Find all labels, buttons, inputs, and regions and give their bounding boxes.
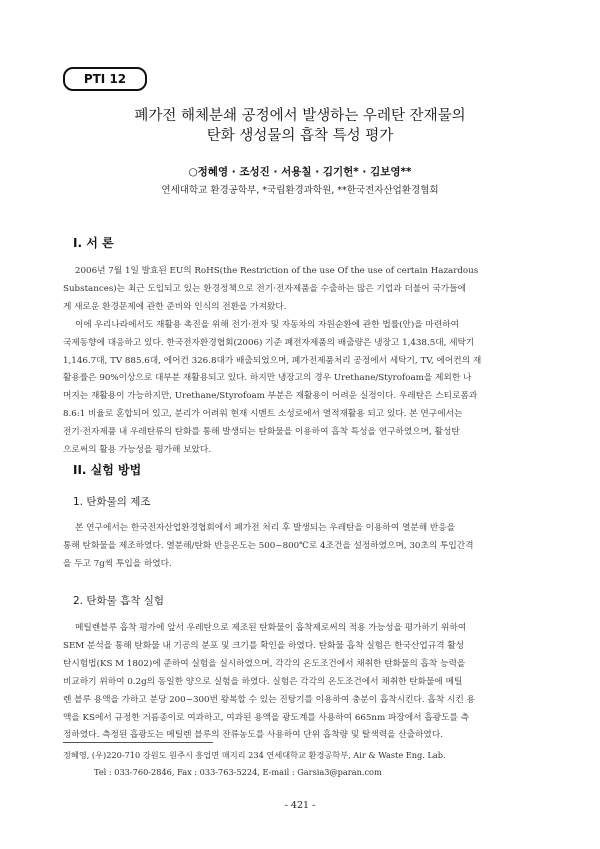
text-line: 으로써의 활용 가능성을 평가해 보았다. bbox=[63, 445, 212, 456]
text-line: SEM 분석을 통해 탄화물 내 기공의 분포 및 크기를 확인을 하였다. 탄화물 흡착 실험은 한국산업규격 활성 bbox=[63, 640, 465, 651]
affiliation: 연세대학교 환경공학부, *국립환경과학원, **한국전자산업환경협회 bbox=[161, 185, 439, 196]
text-line: 탄시험법(KS M 1802)에 준하여 실험을 실시하였으며, 각각의 온도조건에서 채취한 탄화물의 흡착 능력을 bbox=[63, 658, 466, 669]
text-line: 메틸렌블루 흡착 평가에 앞서 우레탄으로 제조된 탄화물이 흡착제로써의 적용 가능성을 평가하기 위하여 bbox=[75, 623, 467, 633]
text-line: 렌 블루 용액을 가하고 분당 200~300번 왕복할 수 있는 진탕기를 이용하여 충분이 흡착시킨다. 흡착 시킨 용 bbox=[63, 694, 475, 705]
page-number: - 421 - bbox=[284, 800, 316, 811]
text-line: 게 새로운 환경문제에 관한 준비와 인식의 전환을 가져왔다. bbox=[63, 301, 287, 312]
text-line: 통해 탄화물을 제조하였다. 열분해/탄화 반응온도는 500~800℃로 4조건을 설정하였으며, 30초의 투입간격 bbox=[63, 540, 474, 551]
session-badge: PTI 12 bbox=[63, 67, 147, 91]
footnote-divider bbox=[63, 742, 213, 743]
text-line: 8.6:1 비율로 혼합되어 있고, 분리가 어려워 현재 시멘트 소성로에서 열적재활용 되고 있다. 본 연구에서는 bbox=[63, 409, 463, 420]
text-line: 액을 KS에서 규정한 거름종이로 여과하고, 여과된 용액을 광도계를 사용하여 665nm 파장에서 흡광도를 측 bbox=[63, 712, 470, 723]
paper-title-line-2: 탄화 생성물의 흡착 특성 평가 bbox=[206, 128, 394, 144]
text-line: 머지는 재활용이 가능하지만, Urethane/Styrofoam 부분은 재활용이 어려운 실정이다. 우레탄은 스티로폼과 bbox=[63, 391, 478, 402]
text-line: 국제동향에 대응하고 있다. 한국전자환경협회(2006) 기준 폐전자제품의 배출량은 냉장고 1,438.5대, 세탁기 bbox=[63, 337, 475, 348]
method-char-preparation-text bbox=[63, 520, 539, 574]
author-list: ○정혜영 · 조성진 · 서용칠 · 김기헌* · 김보영** bbox=[188, 166, 412, 178]
text-line: 전기·전자제품 내 우레탄류의 탄화를 통해 발생되는 탄화물을 이용하여 흡착 특성을 연구하였으며, 활성탄 bbox=[63, 427, 460, 438]
footnote-contact: Tel : 033-760-2846, Fax : 033-763-5224, E-mail : Garsia3@paran.com bbox=[94, 767, 382, 777]
text-line: 활용률은 90%이상으로 대부분 재활용되고 있다. 하지만 냉장고의 경우 Urethane/Styrofoam을 제외한 나 bbox=[63, 373, 472, 384]
text-line: 2006년 7월 1일 발효된 EU의 RoHS(the Restriction of the use Of the use of certain Hazardous bbox=[75, 266, 479, 276]
footnote-address: 정혜영, (우)220-710 강원도 원주시 흥업면 매지리 234 연세대학교 환경공학부, Air & Waste Eng. Lab. bbox=[63, 750, 446, 760]
paper-title-line-1: 폐가전 해체분쇄 공정에서 발생하는 우레탄 잔재물의 bbox=[134, 108, 466, 124]
method-adsorption-text bbox=[63, 620, 539, 745]
text-line: 이에 우리나라에서도 재활용 촉진을 위해 전기·전자 및 자동차의 자원순환에 관한 법률(안)을 마련하여 bbox=[75, 319, 459, 330]
text-line: 을 두고 7g씩 투입을 하였다. bbox=[63, 558, 172, 569]
text-line: 비교하기 위하여 0.2g의 동일한 양으로 실험을 하였다. 실험은 각각의 온도조건에서 채취한 탄화물에 메틸 bbox=[63, 676, 463, 687]
text-line: Substances)는 최근 도입되고 있는 환경정책으로 전기·전자제품을 수출하는 많은 기업과 더불어 국가들에 bbox=[63, 283, 466, 294]
introduction-text bbox=[63, 263, 539, 460]
text-line: 본 연구에서는 한국전자산업환경협회에서 폐가전 처리 후 발생되는 우레탄을 이용하여 열분해 반응을 bbox=[75, 523, 456, 533]
subsection-heading-adsorption-test: 2. 탄화물 흡착 실험 bbox=[73, 595, 165, 607]
subsection-heading-char-preparation: 1. 탄화물의 제조 bbox=[73, 496, 151, 508]
section-heading-methods: II. 실험 방법 bbox=[73, 463, 142, 477]
section-heading-introduction: I. 서 론 bbox=[73, 236, 114, 250]
text-line: 1,146.7대, TV 885.6대, 에어컨 326.8대가 배출되었으며, 폐가전제품처리 공정에서 세탁기, TV, 에어컨의 재 bbox=[63, 355, 482, 366]
text-line: 정하였다. 측정된 흡광도는 메틸렌 블루의 잔류농도를 사용하여 단위 흡착량 및 탈색력을 산출하였다. bbox=[63, 730, 443, 741]
